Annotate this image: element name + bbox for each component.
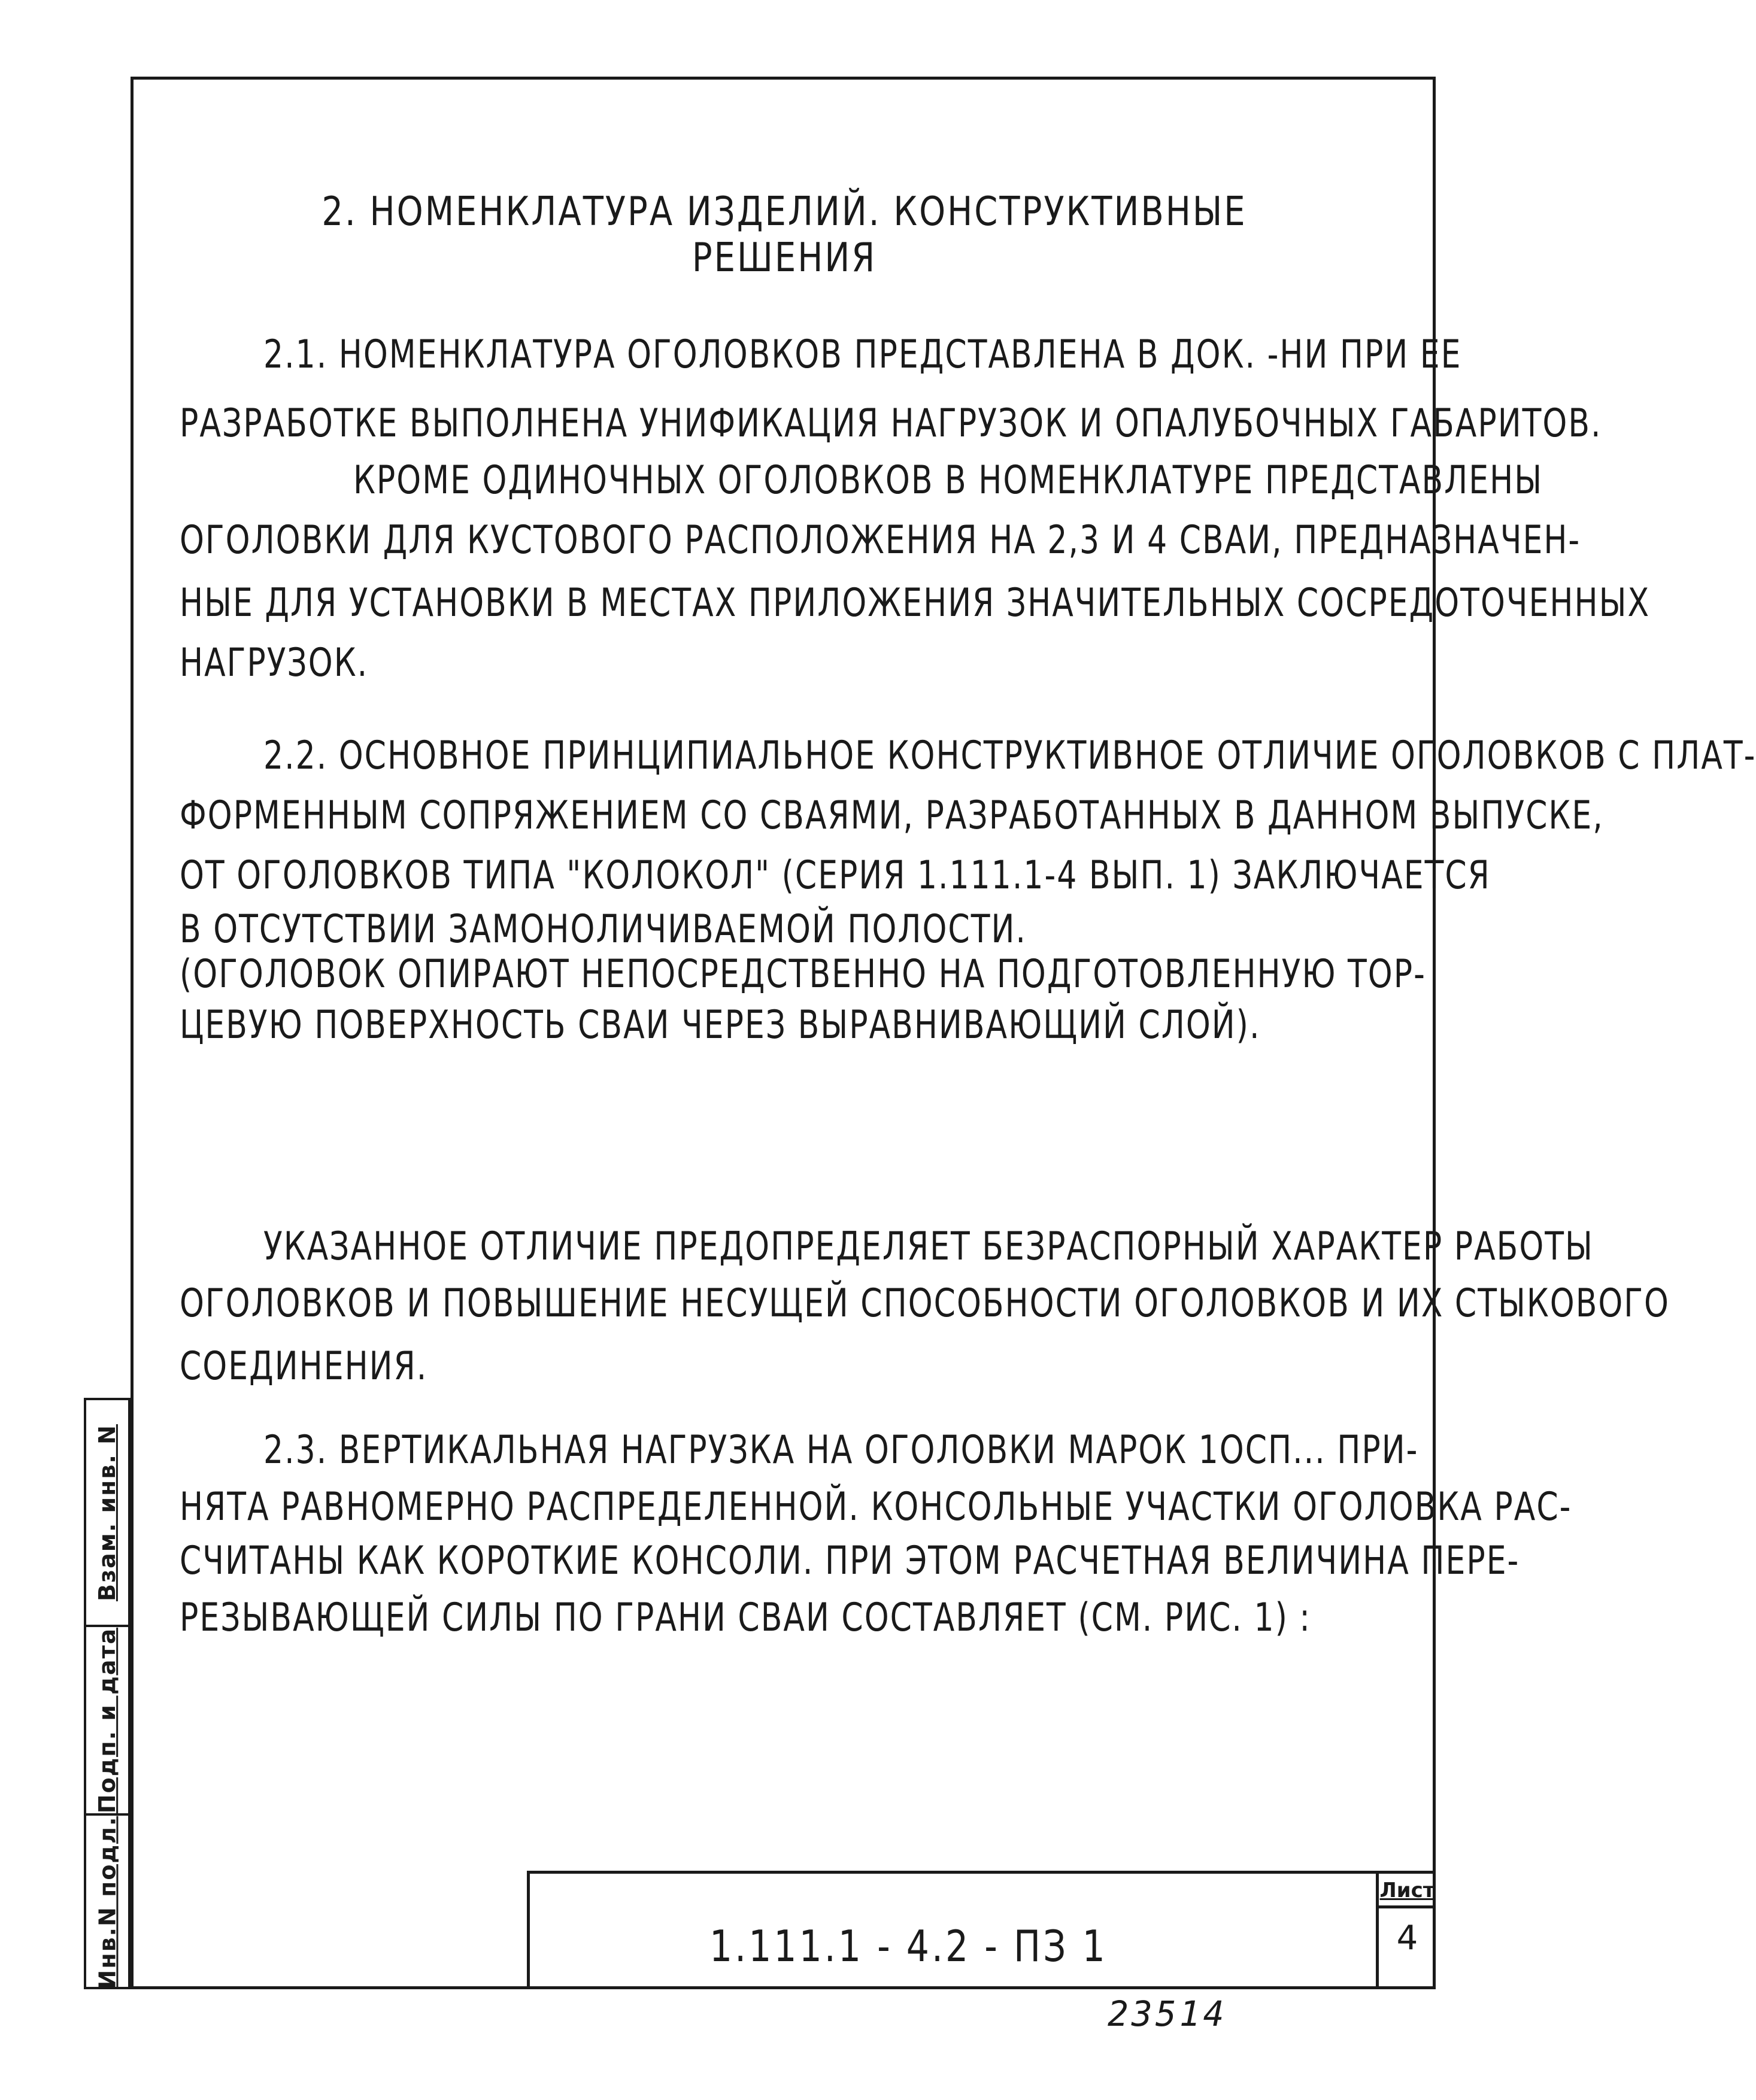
- stamp-cell-vzam-inv: [86, 1400, 128, 1625]
- archive-number: 23514: [1108, 1993, 1227, 2034]
- stamp-label-inv-podl: Инв.N подл.: [94, 1816, 121, 1989]
- paragraph-line: 2.1. НОМЕНКЛАТУРА ОГОЛОВКОВ ПРЕДСТАВЛЕНА В ДОК. -НИ ПРИ ЕЕ: [263, 332, 1462, 377]
- sheet-number: 4: [1396, 1919, 1418, 1958]
- paragraph-line: (ОГОЛОВОК ОПИРАЮТ НЕПОСРЕДСТВЕННО НА ПОДГОТОВЛЕННУЮ ТОР-: [180, 952, 1426, 997]
- paragraph-line: НЫЕ ДЛЯ УСТАНОВКИ В МЕСТАХ ПРИЛОЖЕНИЯ ЗНАЧИТЕЛЬНЫХ СОСРЕДОТОЧЕННЫХ: [180, 581, 1651, 626]
- paragraph-line: ОГОЛОВКОВ И ПОВЫШЕНИЕ НЕСУЩЕЙ СПОСОБНОСТИ ОГОЛОВКОВ И ИХ СТЫКОВОГО: [180, 1281, 1670, 1326]
- paragraph-line: НАГРУЗОК.: [180, 641, 369, 685]
- paragraph-line: ФОРМЕННЫМ СОПРЯЖЕНИЕМ СО СВАЯМИ, РАЗРАБОТАННЫХ В ДАННОМ ВЫПУСКЕ,: [180, 793, 1604, 838]
- paragraph-line: ЦЕВУЮ ПОВЕРХНОСТЬ СВАИ ЧЕРЕЗ ВЫРАВНИВАЮЩИЙ СЛОЙ).: [180, 1003, 1261, 1048]
- paragraph-line: РЕЗЫВАЮЩЕЙ СИЛЫ ПО ГРАНИ СВАИ СОСТАВЛЯЕТ (СМ. РИС. 1) :: [180, 1595, 1311, 1640]
- stamp-divider: [86, 1625, 128, 1627]
- stamp-cell-podp-data: [86, 1625, 128, 1813]
- paragraph-line: РАЗРАБОТКЕ ВЫПОЛНЕНА УНИФИКАЦИЯ НАГРУЗОК И ОПАЛУБОЧНЫХ ГАБАРИТОВ.: [180, 401, 1602, 446]
- paragraph-line: В ОТСУТСТВИИ ЗАМОНОЛИЧИВАЕМОЙ ПОЛОСТИ.: [180, 907, 1027, 952]
- paragraph-line: ОГОЛОВКИ ДЛЯ КУСТОВОГО РАСПОЛОЖЕНИЯ НА 2,3 И 4 СВАИ, ПРЕДНАЗНАЧЕН-: [180, 518, 1581, 563]
- side-stamp: [84, 1398, 131, 1989]
- paragraph-line: СОЕДИНЕНИЯ.: [180, 1344, 428, 1389]
- paragraph-line: УКАЗАННОЕ ОТЛИЧИЕ ПРЕДОПРЕДЕЛЯЕТ БЕЗРАСПОРНЫЙ ХАРАКТЕР РАБОТЫ: [263, 1224, 1594, 1269]
- stamp-label-vzam-inv: Взам. инв. N: [94, 1424, 120, 1601]
- title-block: [527, 1871, 1436, 1989]
- paragraph-line: 2.3. ВЕРТИКАЛЬНАЯ НАГРУЗКА НА ОГОЛОВКИ МАРОК 1ОСП... ПРИ-: [263, 1428, 1419, 1473]
- sheet-box: [1376, 1874, 1436, 1989]
- paragraph-line: КРОМЕ ОДИНОЧНЫХ ОГОЛОВКОВ В НОМЕНКЛАТУРЕ ПРЕДСТАВЛЕНЫ: [353, 458, 1543, 503]
- stamp-cell-inv-podl: [86, 1813, 128, 1992]
- sheet-label: Лист: [1379, 1874, 1436, 1908]
- paragraph-line: СЧИТАНЫ КАК КОРОТКИЕ КОНСОЛИ. ПРИ ЭТОМ РАСЧЕТНАЯ ВЕЛИЧИНА ПЕРЕ-: [180, 1538, 1520, 1583]
- paragraph-line: НЯТА РАВНОМЕРНО РАСПРЕДЕЛЕННОЙ. КОНСОЛЬНЫЕ УЧАСТКИ ОГОЛОВКА РАС-: [180, 1485, 1572, 1530]
- stamp-label-podp-data: Подп. и дата: [94, 1627, 120, 1813]
- section-heading-line2: РЕШЕНИЯ: [692, 235, 877, 281]
- document-code: 1.111.1 - 4.2 - ПЗ 1: [709, 1922, 1108, 1972]
- section-heading-line1: 2. НОМЕНКЛАТУРА ИЗДЕЛИЙ. КОНСТРУКТИВНЫЕ: [322, 189, 1247, 235]
- paragraph-line: ОТ ОГОЛОВКОВ ТИПА "КОЛОКОЛ" (СЕРИЯ 1.111.1-4 ВЫП. 1) ЗАКЛЮЧАЕТСЯ: [180, 853, 1491, 898]
- stamp-divider: [86, 1813, 128, 1816]
- paragraph-line: 2.2. ОСНОВНОЕ ПРИНЦИПИАЛЬНОЕ КОНСТРУКТИВНОЕ ОТЛИЧИЕ ОГОЛОВКОВ С ПЛАТ-: [263, 733, 1756, 778]
